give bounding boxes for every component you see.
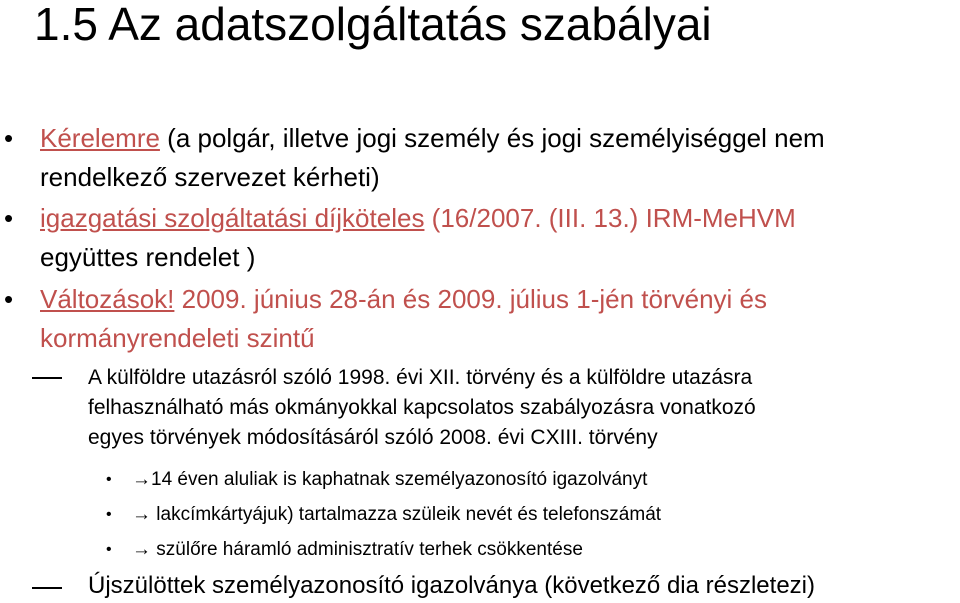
sub-item-law [88,363,960,453]
bullet-link-kerelemre[interactable]: Kérelemre [40,123,160,153]
bullet-text: (16/2007. (III. 13.) IRM-MeHVM [424,203,796,233]
bullet-item-valtozasok [4,280,767,358]
bullet-icon: • [4,284,14,314]
dash-icon [32,587,62,589]
arrow-item-text: lakcímkártyájuk) tartalmazza szüleik nevét és telefonszámát [156,504,662,525]
bullet-icon: • [4,123,14,153]
bullet-icon: • [106,471,112,488]
sub-text-line3: egyes törvények módosításáról szóló 2008. évi CXIII. törvény [88,426,658,449]
bullet-icon: • [4,203,14,233]
bullet-text-line2: kormányrendeleti szintű [40,323,315,353]
bullet-text: (a polgár, illetve jogi személy és jogi személyiséggel nem [159,123,825,153]
arrow-item [106,536,583,564]
dash-icon [32,377,62,379]
bullet-text-line2: rendelkező szervezet kérheti) [40,162,380,192]
arrow-item-text: szülőre háramló adminisztratív terhek csökkentése [156,539,583,560]
arrow-item-text: 14 éven aluliak is kaphatnak személyazonosító igazolványt [151,469,648,490]
sub-text-line2: felhasználható más okmányokkal kapcsolatos szabályozásra vonatkozó [88,396,756,419]
bullet-text: 2009. június 28-án és 2009. július 1-jén törvényi és [174,284,767,314]
right-arrow-icon: → [132,469,151,490]
sub-text-line1: A külföldre utazásról szóló 1998. évi XII. törvény és a külföldre utazásra [88,366,753,389]
bullet-icon: • [106,541,112,558]
arrow-item [106,501,662,529]
arrow-item [106,466,648,494]
slide-title: 1.5 Az adatszolgáltatás szabályai [34,0,712,50]
bullet-link-valtozasok[interactable]: Változások! [40,284,175,314]
bullet-item-dijkoteles [4,199,796,277]
sub-text: Újszülöttek személyazonosító igazolványa (következő dia részletezi) [88,572,815,599]
bullet-icon: • [106,506,112,523]
sub-item-newborn-id [88,570,815,602]
bullet-text-line2: együttes rendelet ) [40,242,256,272]
bullet-link-dijkoteles[interactable]: igazgatási szolgáltatási díjköteles [40,203,425,233]
bullet-item-kerelemre [4,119,825,197]
right-arrow-icon: → [132,539,157,560]
right-arrow-icon: → [132,504,157,525]
